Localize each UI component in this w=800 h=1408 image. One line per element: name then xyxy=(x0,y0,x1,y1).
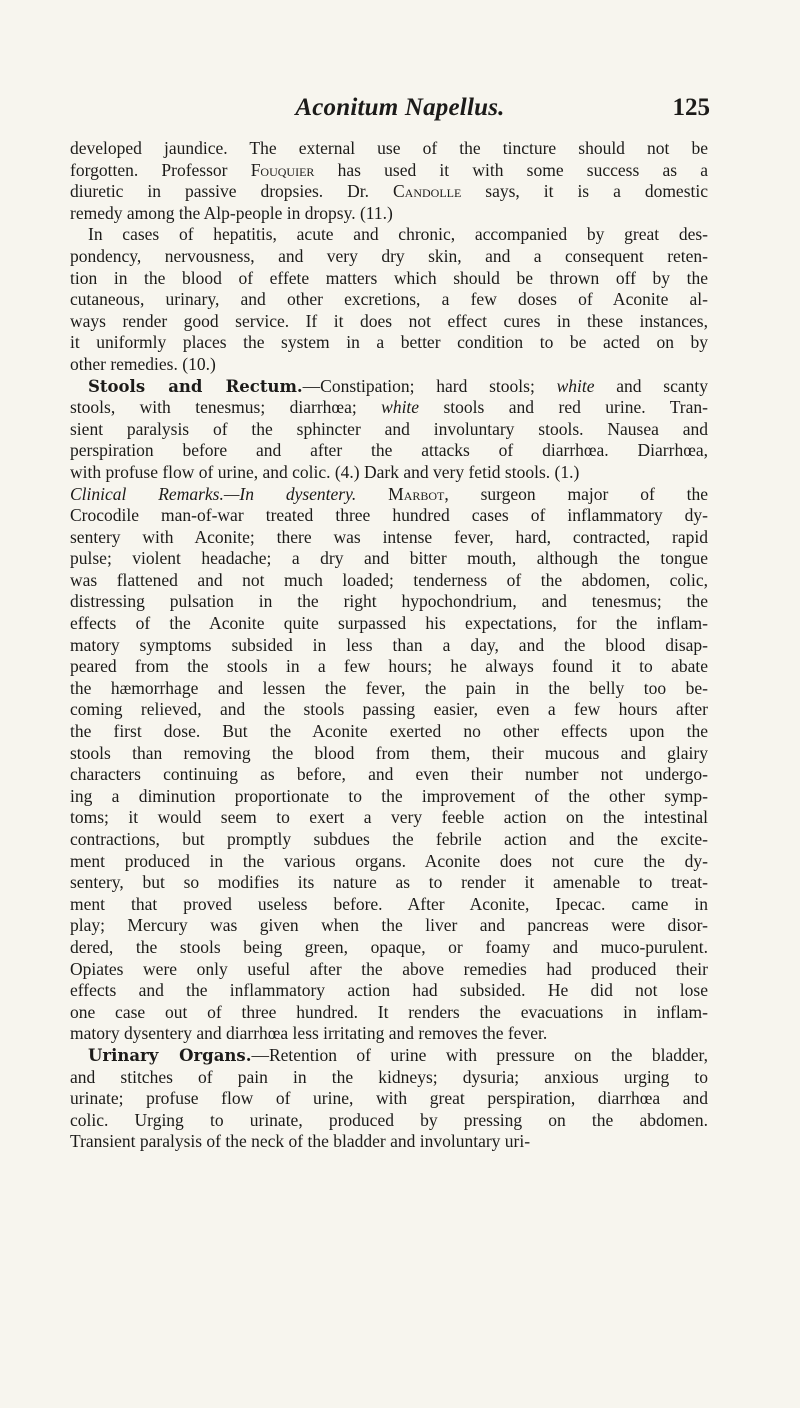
text-run: stools, with tenesmus; diarrhœa; xyxy=(70,397,382,418)
text-run: other remedies. (10.) xyxy=(70,353,216,374)
author-name: Fouquier xyxy=(250,159,315,180)
author-name: Candolle xyxy=(392,181,462,202)
text-run: and stitches of pain in the kidneys; dysuria; anxious urging to xyxy=(70,1066,708,1087)
text-line xyxy=(70,419,708,441)
text-line xyxy=(70,1110,708,1132)
text-run: pondency, nervousness, and very dry skin, and a consequent reten- xyxy=(70,245,708,266)
text-run: says, it is a domestic xyxy=(461,181,708,202)
text-run: characters continuing as before, and even their number not undergo- xyxy=(70,764,708,785)
text-run: tion in the blood of effete matters which should be thrown off by the xyxy=(70,267,708,288)
text-line xyxy=(70,505,708,527)
section-heading: Urinary Organs. xyxy=(88,1045,252,1065)
text-line xyxy=(70,548,708,570)
text-line xyxy=(70,1088,708,1110)
text-run xyxy=(356,484,388,504)
text-line xyxy=(70,527,708,549)
text-run: urinate; profuse flow of urine, with great perspiration, diarrhœa and xyxy=(70,1088,708,1109)
text-line xyxy=(70,678,708,700)
text-line xyxy=(70,332,708,354)
text-run: effects of the Aconite quite surpassed his expectations, for the inflam- xyxy=(70,613,708,634)
text-run: cutaneous, urinary, and other excretions, a few doses of Aconite al- xyxy=(70,289,708,310)
text-run: ing a diminution proportionate to the improvement of the other symp- xyxy=(70,785,708,806)
text-line xyxy=(70,376,708,398)
text-line xyxy=(70,915,708,937)
text-run: diuretic in passive dropsies. Dr. xyxy=(70,181,393,202)
text-run: developed jaundice. The external use of the tincture should not be xyxy=(70,138,708,158)
text-line xyxy=(70,246,708,268)
text-line xyxy=(70,181,708,203)
text-line xyxy=(70,807,708,829)
emphasis-text: Clinical Remarks.—In dysentery. xyxy=(70,483,357,504)
text-run: Crocodile man-of-war treated three hundred cases of inflammatory dy- xyxy=(70,505,708,526)
text-line xyxy=(70,1002,708,1024)
text-run: remedy among the Alp-people in dropsy. (11.) xyxy=(70,202,393,223)
text-run: the hæmorrhage and lessen the fever, the pain in the belly too be- xyxy=(70,677,708,698)
text-run: ment that proved useless before. After Aconite, Ipecac. came in xyxy=(70,893,708,914)
text-run: , surgeon major of the xyxy=(444,483,708,504)
text-line xyxy=(70,484,708,506)
text-line xyxy=(70,1023,708,1045)
text-run: one case out of three hundred. It renders the evacuations in inflam- xyxy=(70,1001,708,1022)
text-line xyxy=(70,462,708,484)
text-line xyxy=(70,894,708,916)
text-run: matory symptoms subsided in less than a day, and the blood disap- xyxy=(70,634,708,655)
text-run: toms; it would seem to exert a very feeble action on the intestinal xyxy=(70,807,708,828)
text-run: ways render good service. If it does not effect cures in these instances, xyxy=(70,310,708,331)
text-line xyxy=(70,699,708,721)
text-line xyxy=(70,311,708,333)
emphasis-text: white xyxy=(381,397,420,418)
running-title: Aconitum Napellus. xyxy=(295,94,505,121)
text-run: —Constipation; hard stools; xyxy=(302,375,557,396)
text-run: peared from the stools in a few hours; he always found it to abate xyxy=(70,656,708,677)
text-line xyxy=(70,354,708,376)
text-line xyxy=(70,613,708,635)
text-line xyxy=(70,656,708,678)
text-line xyxy=(70,1045,708,1067)
text-run: stools than removing the blood from them, their mucous and glairy xyxy=(70,742,708,763)
text-run: sentery with Aconite; there was intense fever, hard, contracted, rapid xyxy=(70,526,708,547)
text-line xyxy=(70,289,708,311)
page-number: 125 xyxy=(672,94,710,121)
text-line xyxy=(70,591,708,613)
text-line xyxy=(70,268,708,290)
text-run: distressing pulsation in the right hypochondrium, and tenesmus; the xyxy=(70,591,708,612)
text-line xyxy=(70,743,708,765)
text-run: colic. Urging to urinate, produced by pressing on the abdomen. xyxy=(70,1109,708,1130)
text-run: it uniformly places the system in a better condition to be acted on by xyxy=(70,332,708,353)
text-run: with profuse flow of urine, and colic. (4.) Dark and very fetid stools. (1.) xyxy=(70,461,580,482)
text-line xyxy=(70,635,708,657)
text-line xyxy=(70,1131,708,1153)
text-run: the first dose. But the Aconite exerted no other effects upon the xyxy=(70,721,708,742)
text-run: Transient paralysis of the neck of the bladder and involuntary uri- xyxy=(70,1131,531,1152)
text-line xyxy=(70,1067,708,1089)
text-line xyxy=(70,160,708,182)
text-line xyxy=(70,959,708,981)
text-line xyxy=(70,440,708,462)
text-run: perspiration before and after the attacks of diarrhœa. Diarrhœa, xyxy=(70,440,708,461)
section-heading: Stools and Rectum. xyxy=(88,376,303,396)
text-line xyxy=(70,224,708,246)
page-header xyxy=(90,94,710,128)
text-run: matory dysentery and diarrhœa less irritating and removes the fever. xyxy=(70,1023,548,1044)
text-run: —Retention of urine with pressure on the bladder, xyxy=(251,1044,709,1065)
text-line xyxy=(70,980,708,1002)
text-run: ment produced in the various organs. Aconite does not cure the dy- xyxy=(70,850,708,871)
text-line xyxy=(70,570,708,592)
text-line xyxy=(70,203,708,225)
text-run: was flattened and not much loaded; tenderness of the abdomen, colic, xyxy=(70,569,708,590)
text-line xyxy=(70,851,708,873)
text-run: play; Mercury was given when the liver and pancreas were disor- xyxy=(70,915,708,936)
text-run: effects and the inflammatory action had subsided. He did not lose xyxy=(70,980,708,1001)
text-run: Opiates were only useful after the above remedies had produced their xyxy=(70,958,708,979)
text-run: sient paralysis of the sphincter and involuntary stools. Nausea and xyxy=(70,418,708,439)
text-line xyxy=(70,138,708,160)
text-line xyxy=(70,937,708,959)
text-line xyxy=(70,872,708,894)
text-run: and scanty xyxy=(594,375,708,396)
text-run: pulse; violent headache; a dry and bitter mouth, although the tongue xyxy=(70,548,708,569)
text-run: dered, the stools being green, opaque, or foamy and muco-purulent. xyxy=(70,936,708,957)
text-line xyxy=(70,397,708,419)
text-line xyxy=(70,764,708,786)
body-text xyxy=(70,138,708,1153)
text-run: stools and red urine. Tran- xyxy=(419,397,708,418)
text-line xyxy=(70,829,708,851)
author-name: Marbot xyxy=(388,483,445,504)
text-line xyxy=(70,786,708,808)
text-line xyxy=(70,721,708,743)
text-run: sentery, but so modifies its nature as to render it amenable to treat- xyxy=(70,872,708,893)
text-run: contractions, but promptly subdues the febrile action and the excite- xyxy=(70,829,708,849)
text-run: has used it with some success as a xyxy=(314,159,708,180)
text-run: In cases of hepatitis, acute and chronic, accompanied by great des- xyxy=(88,224,708,245)
text-run: coming relieved, and the stools passing easier, even a few hours after xyxy=(70,699,708,720)
emphasis-text: white xyxy=(556,375,595,396)
text-run: forgotten. Professor xyxy=(70,159,251,180)
